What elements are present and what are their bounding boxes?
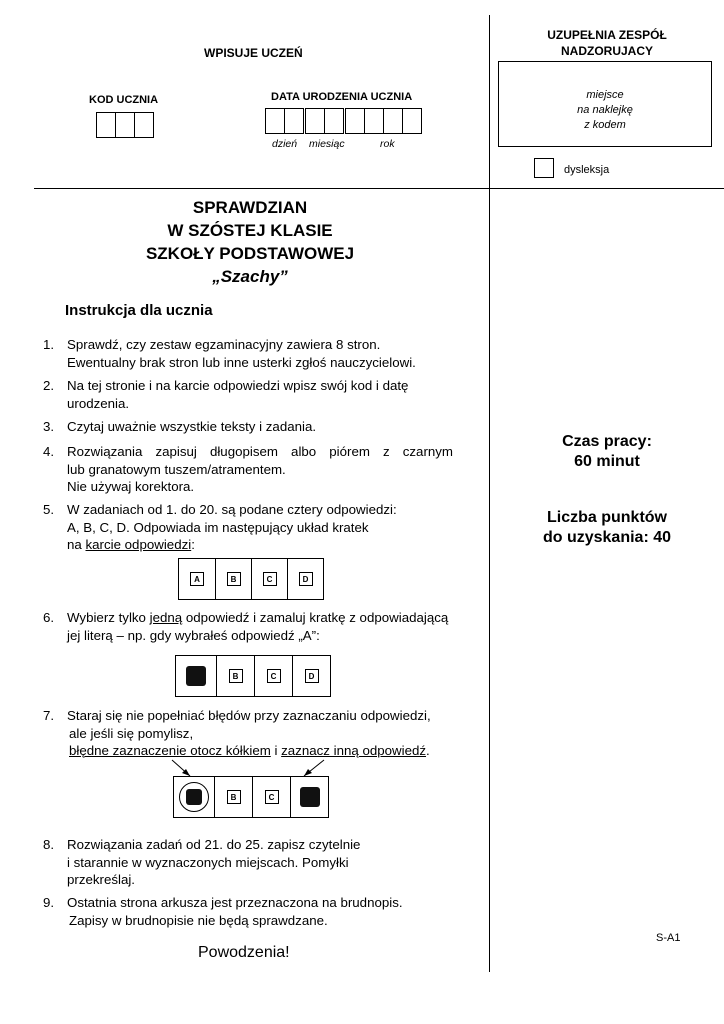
filled-box-d — [300, 787, 320, 807]
dyslexia-checkbox[interactable] — [534, 158, 554, 178]
supervisor-fills-label: UZUPEŁNIA ZESPÓŁ NADZORUJACY — [547, 28, 667, 58]
list-item: 7. Staraj się nie popełniać błędów przy zaznaczaniu odpowiedzi, ale jeśli się pomylisz, błędne zaznaczenie otocz kółkiem i zaznacz inną odpowiedź. — [43, 708, 431, 758]
answer-cell — [216, 656, 254, 696]
answer-box-b: B — [227, 790, 241, 804]
sticker-area: miejsce na naklejkę z kodem — [498, 61, 712, 147]
answer-box-c: C — [263, 572, 277, 586]
filled-box-a — [186, 666, 206, 686]
closing-text: Powodzenia! — [198, 944, 290, 961]
answer-cell — [292, 656, 330, 696]
year-label: rok — [380, 138, 395, 150]
answer-box-b: B — [229, 669, 243, 683]
list-item: 5. W zadaniach od 1. do 20. są podane cztery odpowiedzi: A, B, C, D. Odpowiada im następujący układ kratek na karcie odpowiedzi: — [43, 502, 397, 552]
answer-cell — [287, 559, 323, 599]
student-fills-label: WPISUJE UCZEŃ — [204, 46, 303, 60]
answer-grid-corrected — [173, 776, 329, 818]
circled-wrong-answer — [179, 782, 209, 812]
answer-box-c: C — [265, 790, 279, 804]
answer-cell — [290, 777, 328, 817]
answer-cell — [251, 559, 287, 599]
student-code-label: KOD UCZNIA — [89, 94, 159, 106]
answer-cell — [252, 777, 290, 817]
day-label: dzień — [272, 138, 298, 150]
answer-box-c: C — [267, 669, 281, 683]
answer-cell — [176, 656, 216, 696]
answer-cell — [174, 777, 214, 817]
exam-code: S-A1 — [656, 932, 681, 944]
list-item: 6. Wybierz tylko jedną odpowiedź i zamaluj kratkę z odpowiadającą jej literą – np. gdy wybrałeś odpowiedź „A”: — [43, 610, 449, 643]
page-title: SPRAWDZIAN W SZÓSTEJ KLASIE SZKOŁY PODSTAWOWEJ „Szachy” — [145, 198, 355, 286]
instructions-heading: Instrukcja dla ucznia — [65, 302, 213, 319]
list-item: 9. Ostatnia strona arkusza jest przeznaczona na brudnopis. Zapisy w brudnopisie nie będą sprawdzane. — [43, 895, 403, 928]
answer-grid-filled — [175, 655, 331, 697]
answer-box-b: B — [227, 572, 241, 586]
answer-box-d: D — [299, 572, 313, 586]
list-item: 8. Rozwiązania zadań od 21. do 25. zapisz czytelnie i starannie w wyznaczonych miejscach. Pomyłki przekreślaj. — [43, 837, 361, 887]
answer-cell — [254, 656, 292, 696]
answer-box-a: A — [190, 572, 204, 586]
list-item: 4. Rozwiązania zapisuj długopisem albo piórem z czarnym lub granatowym tuszem/atramentem. Nie używaj korektora. — [43, 444, 453, 494]
list-item: 1. Sprawdź, czy zestaw egzaminacyjny zawiera 8 stron. Ewentualny brak stron lub inne usterki zgłoś nauczycielowi. — [43, 337, 416, 370]
list-item: 3. Czytaj uważnie wszystkie teksty i zadania. — [43, 419, 317, 434]
answer-box-d: D — [305, 669, 319, 683]
birth-date-boxes[interactable] — [265, 108, 422, 134]
student-code-boxes[interactable] — [96, 112, 154, 138]
answer-cell — [215, 559, 251, 599]
month-label: miesiąc — [309, 138, 345, 150]
points-info: Liczba punktów do uzyskania: 40 — [542, 509, 672, 546]
answer-cell — [179, 559, 215, 599]
birth-date-label: DATA URODZENIA UCZNIA — [271, 91, 413, 103]
answer-grid-example — [178, 558, 324, 600]
horizontal-divider — [34, 188, 724, 189]
list-item: 2. Na tej stronie i na karcie odpowiedzi wpisz swój kod i datę urodzenia. — [43, 378, 409, 411]
dyslexia-label: dysleksja — [564, 164, 610, 176]
time-info: Czas pracy: 60 minut — [562, 433, 652, 470]
answer-cell — [214, 777, 252, 817]
